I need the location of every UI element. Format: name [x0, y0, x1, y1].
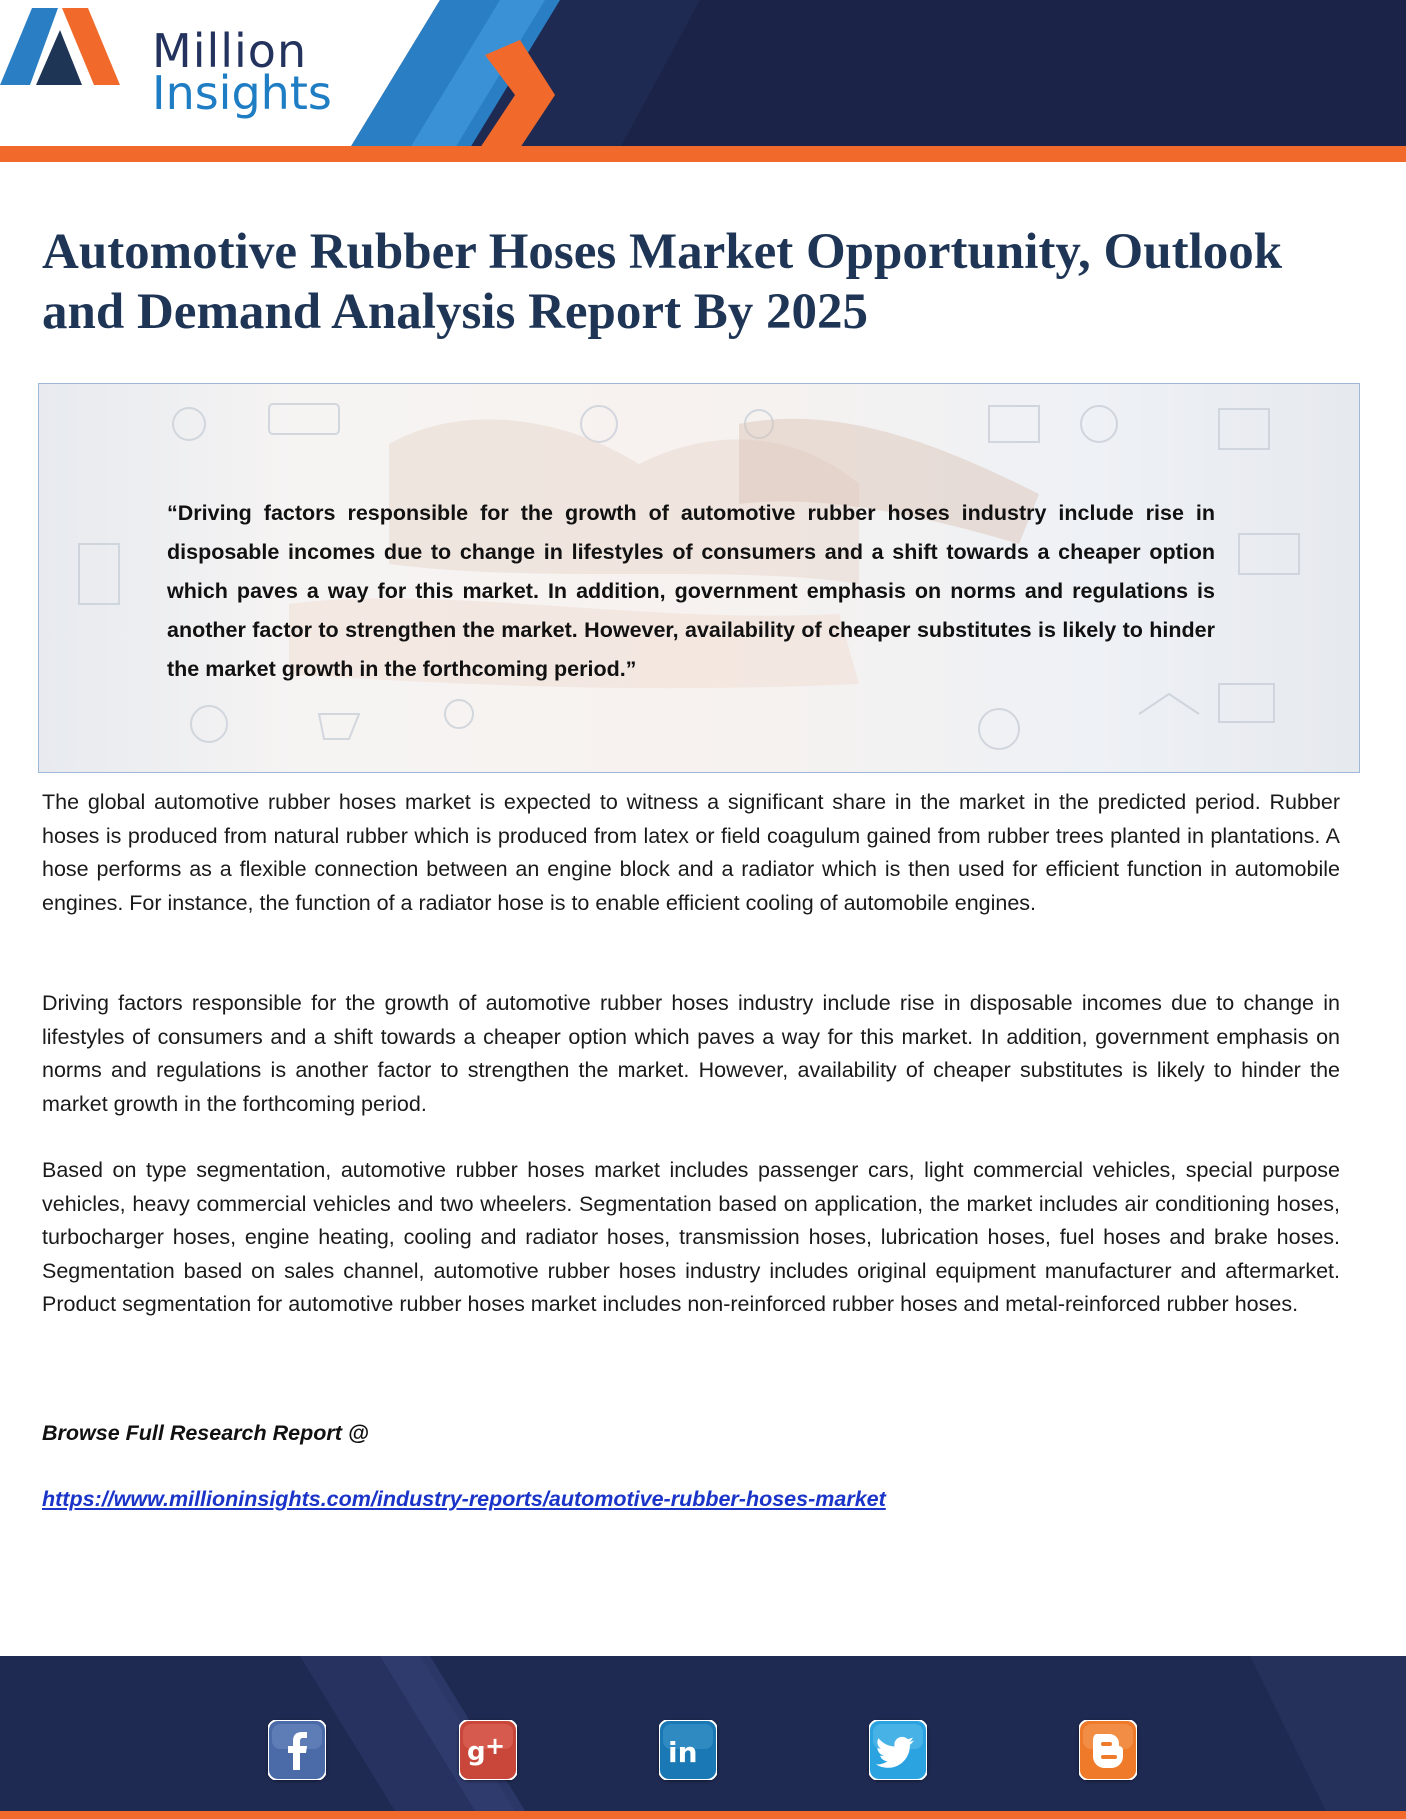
svg-text:+: +	[485, 1732, 506, 1760]
page-header	[0, 0, 1406, 162]
quote-banner	[38, 383, 1360, 773]
footer-accent-stripe	[0, 1811, 1406, 1819]
facebook-icon[interactable]	[268, 1720, 326, 1780]
brand-name-line1: Million	[152, 24, 308, 78]
million-insights-logo-icon	[0, 0, 120, 90]
brand-name-line2: Insights	[152, 66, 332, 120]
brand-name	[152, 24, 332, 120]
paragraph-segmentation: Based on type segmentation, automotive rubber hoses market includes passenger cars, light commercial vehicles, special purpose vehicles, heavy commercial vehicles and two wheelers. Segmentation based on application, the market includes air conditioning hoses, turbocharger hoses, engine heating, cooling and radiator hoses, transmission hoses, lubrication hoses, fuel hoses and brake hoses. Segmentation based on sales channel, automotive rubber hoses industry includes original equipment manufacturer and aftermarket. Product segmentation for automotive rubber hoses market includes non-reinforced rubber hoses and metal-reinforced rubber hoses.	[42, 1158, 1340, 1317]
highlight-quote: “Driving factors responsible for the growth of automotive rubber hoses industry include rise in disposable incomes due to change in lifestyles of consumers and a shift towards a cheaper option which paves a way for this market. In addition, government emphasis on norms and regulations is another factor to strengthen the market. However, availability of cheaper substitutes is likely to hinder the market growth in the forthcoming period.”	[167, 501, 1215, 681]
blogger-icon[interactable]	[1079, 1720, 1137, 1780]
paragraph-market-overview: The global automotive rubber hoses market is expected to witness a significant share in the market in the predicted period. Rubber hoses is produced from natural rubber which is produced from latex or field coagulum gained from rubber trees planted in plantations. A hose performs as a flexible connection between an engine block and a radiator which is then used for efficient function in automobile engines. For instance, the function of a radiator hose is to enable efficient cooling of automobile engines.	[42, 790, 1340, 915]
linkedin-icon[interactable]	[659, 1720, 717, 1780]
report-link[interactable]: https://www.millioninsights.com/industry-reports/automotive-rubber-hoses-market	[42, 1487, 886, 1511]
twitter-icon[interactable]	[869, 1720, 927, 1780]
svg-text:in: in	[668, 1736, 698, 1769]
paragraph-driving-factors: Driving factors responsible for the growth of automotive rubber hoses industry include rise in disposable incomes due to change in lifestyles of consumers and a shift towards a cheaper option which paves a way for this market. In addition, government emphasis on norms and regulations is another factor to strengthen the market. However, availability of cheaper substitutes is likely to hinder the market growth in the forthcoming period.	[42, 991, 1340, 1116]
svg-text:g: g	[467, 1737, 486, 1767]
google-plus-icon[interactable]	[459, 1720, 517, 1780]
page-title: Automotive Rubber Hoses Market Opportunity, Outlook and Demand Analysis Report By 2025	[42, 224, 1283, 340]
browse-report-label: Browse Full Research Report @	[42, 1421, 369, 1445]
